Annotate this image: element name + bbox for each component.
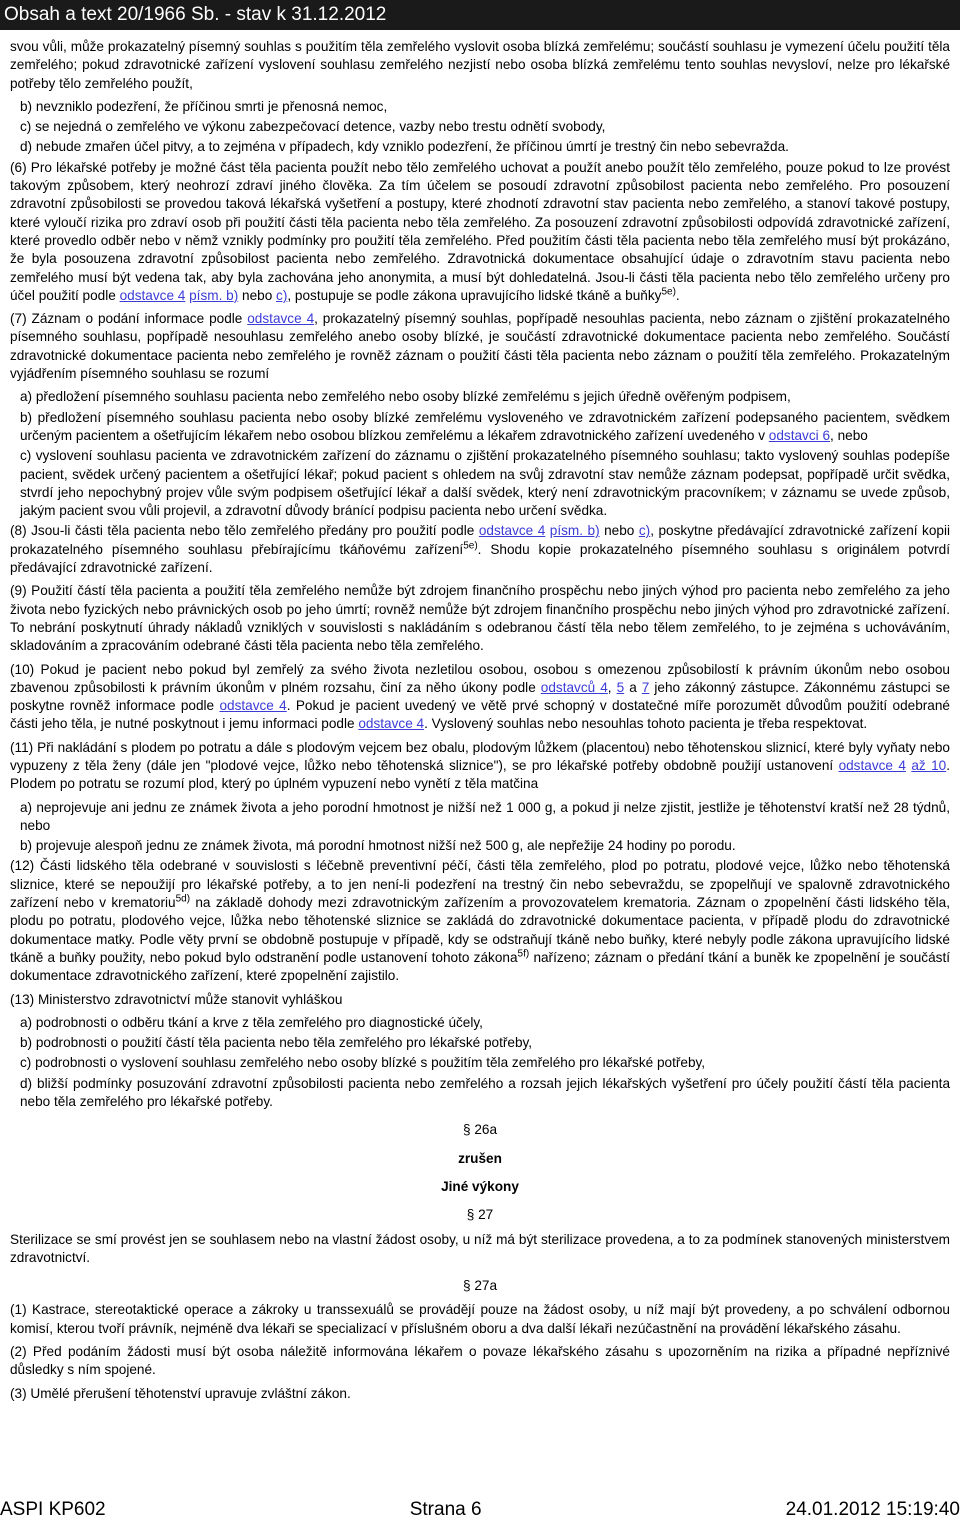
paragraph: (2) Před podáním žádosti musí být osoba náležitě informována lékařem o povaze lékařského zásahu s upozorněním na rizika a případné nepříznivé důsledky s ním spojené. (10, 1344, 950, 1378)
list-item: b) předložení písemného souhlasu pacienta nebo osoby blízké zemřelému vysloveného ve zdravotnickém zařízení podepsaného pacientem, svědkem určeným pacientem a ošetřujícím lékařem nebo osobou blízkou zemřelému a lékařem zdravotnického zařízení uvedeného v odstavci 6, nebo (20, 409, 950, 443)
link-7[interactable]: 7 (641, 679, 650, 695)
section-title: Jiné výkony (441, 1178, 519, 1194)
header-bar (0, 0, 960, 30)
footer-page-number: Strana 6 (409, 1499, 482, 1520)
section-status: zrušen (458, 1150, 502, 1166)
section-heading: § 26a (462, 1122, 498, 1138)
footnote-ref: 5e) (463, 540, 478, 552)
paragraph: (3) Umělé přerušení těhotenství upravuje zvláštní zákon. (10, 1385, 351, 1401)
paragraph: Sterilizace se smí provést jen se souhlasem nebo na vlastní žádost osoby, u níž má být sterilizace provedena, a to za podmínek stanovených ministerstvem zdravotnictví. (10, 1231, 950, 1265)
list-item: b) nevzniklo podezření, že příčinou smrti je přenosná nemoc, (20, 98, 388, 114)
link-odstavcu-4[interactable]: odstavců 4 (540, 679, 608, 695)
link-c[interactable]: c) (276, 287, 288, 303)
paragraph-10: (10) Pokud je pacient nebo pokud byl zemřelý za svého života nezletilou osobou, osobou s omezenou způsobilostí k právním úkonům nebo osobou zbavenou způsobilosti k právním úkonům v plném rozsahu, činí za něho úkony podle odstavců 4, 5 a 7 jeho zákonný zástupce. Zákonnému zástupci se poskytne rovněž informace podle odstavce 4. Pokud je pacient uvedený ve větě prvé schopný v dostatečné míře porozumět důvodům použití odebrané části jeho těla, je nutné poskytnout i jemu informaci podle odstavce 4. Vyslovený souhlas nebo nesouhlas tohoto pacienta je třeba respektovat. (10, 661, 951, 732)
link-odstavce-4[interactable]: odstavce 4 (219, 698, 287, 714)
link-c[interactable]: c) (638, 523, 651, 539)
link-odstavci-6[interactable]: odstavci 6 (768, 427, 831, 443)
section-heading: § 27 (466, 1207, 494, 1223)
link-5[interactable]: 5 (616, 679, 625, 695)
paragraph-11: (11) Při nakládání s plodem po potratu a dále s plodovým vejcem bez obalu, plodovým lůžkem (placentou) nebo těhotenskou sliznicí, které byly vyňaty nebo vypuzeny z těla ženy (dále jen "plodové vejce, lůžko nebo těhotenská sliznice"), se pro lékařské potřeby obdobně použijí ustanovení odstavce 4 až 10. Plodem po potratu se rozumí plod, který po úplném vypuzení nebo vynětí z těla matčina (10, 739, 950, 792)
paragraph-12: (12) Části lidského těla odebrané v souvislosti s léčebně preventivní péčí, části těla zemřelého, plod po potratu, plodové vejce, lůžko nebo těhotenská sliznice, které se nepoužijí pro lékařské potřeby, a to jen není-li podezření na trestný čin nebo sebevraždu, se zpopelňují ve spalovně zdravotnického zařízení nebo v krematoriu$^{5d)}$ na základě dohody mezi zdravotnickým zařízením a provozovatelem krematoria. Záznam o zpopelnění části lidského těla, plodu po potratu, plodového vejce, lůžka nebo těhotenské sliznice se zakládá do zdravotnické dokumentace pacienta, v případě plodu do zdravotnické dokumentace matky. Podle věty první se obdobně postupuje v případě, kdy se odstraňují tkáně nebo buňky, které nebyly podle zákona upravujícího lidské tkáně a buňky použity, nebo pokud bylo odstranění podle ustanovení tohoto zákona$^{5f)}$ nařízeno; záznam o předání tkání a buněk ke zpopelnění je součástí dokumentace zdravotnického zařízení, které zpopelnění zajistilo. (10, 858, 951, 984)
list-item: a) neprojevuje ani jednu ze známek života a jeho porodní hmotnost je nižší než 1 000 g, a pokud ji nelze zjistit, jestliže je těhotenství kratší než 28 týdnů, nebo (20, 799, 950, 833)
link-odstavce-4[interactable]: odstavce 4 (478, 523, 546, 539)
footnote-ref: 5f) (517, 948, 530, 960)
paragraph-13: (13) Ministerstvo zdravotnictví může stanovit vyhláškou (10, 991, 343, 1007)
paragraph: svou vůli, může prokazatelný písemný souhlas s použitím těla zemřelého vyslovit osoba blízká zemřelému; součástí souhlasu je vymezení účelu použití těla zemřelého; pokud zdravotnické zařízení vyslovení souhlasu zemřelého nezjistí nebo osoba blízká zemřelému tento souhlas nevysloví, nelze pro lékařské potřeby tělo zemřelého použít, (10, 39, 950, 91)
paragraph-7: (7) Záznam o podání informace podle odstavce 4, prokazatelný písemný souhlas, popřípadě nesouhlas pacienta, nebo záznam o zjištění prokazatelného písemného souhlasu, popřípadě nesouhlasu zemřelého anebo osoby blízké, je součástí zdravotnické dokumentace pacienta nebo zemřelého. Součástí zdravotnické dokumentace pacienta nebo zemřelého je rovněž záznam o použití části těla pacienta nebo záznam o použití těla zemřelého. Prokazatelným vyjádřením písemného souhlasu se rozumí (10, 311, 950, 382)
paragraph-8: (8) Jsou-li části těla pacienta nebo tělo zemřelého předány pro použití podle odstavce 4 písm. b) nebo c), poskytne předávající zdravotnické zařízení kopii prokazatelného písemného souhlasu přebírajícímu tkáňovému zařízení$^{5e)}$. Shodu kopie prokazatelného písemného souhlasu s originálem potvrdí předávající zdravotnické zařízení. (10, 523, 950, 576)
section-heading: § 27a (462, 1278, 498, 1294)
document-title: Obsah a text 20/1966 Sb. - stav k 31.12.2012 (4, 4, 387, 25)
footer-left: ASPI KP602 (0, 1499, 106, 1520)
paragraph-9: (9) Použití částí těla pacienta a použití těla zemřelého nemůže být zdrojem finančního prospěchu nebo jiných výhod pro pacienta nebo zemřelého za jeho života nebo fyzických nebo právnických osob po jeho úmrtí; rovněž nemůže být zdrojem finančního prospěchu nebo jiných výhod pro zdravotnické zařízení. To nebrání poskytnutí úhrady nákladů vzniklých v souvislosti s nakládáním s odebranou částí těla nebo tělem zemřelého, to je zejména s uchováváním, skladováním a zpracováním odebrané části těla pacienta nebo těla zemřelého. (10, 583, 950, 654)
footnote-ref: 5d) (175, 893, 191, 905)
link-pism-b[interactable]: písm. b) (189, 287, 239, 303)
list-item: d) nebude zmařen účel pitvy, a to zejména v případech, kdy vzniklo podezření, že příčinou úmrtí je trestný čin nebo sebevražda. (20, 139, 789, 155)
link-odstavce-4[interactable]: odstavce 4 (119, 287, 186, 303)
document-body (0, 30, 960, 1403)
footnote-ref: 5e) (661, 286, 676, 298)
list-item: d) bližší podmínky posuzování zdravotní způsobilosti pacienta nebo zemřelého a rozsah jejich lékařských vyšetření pro účely použití částí těla pacienta nebo těla zemřelého pro lékařské potřeby. (20, 1075, 950, 1110)
list-item: a) předložení písemného souhlasu pacienta nebo zemřelého nebo osoby blízké zemřelému s jejich úředně ověřeným podpisem, (20, 389, 791, 405)
list-item: b) projevuje alespoň jednu ze známek života, má porodní hmotnost nižší než 500 g, ale nepřežije 24 hodiny po porodu. (20, 838, 736, 854)
link-az-10[interactable]: až 10 (911, 757, 947, 773)
paragraph: (1) Kastrace, stereotaktické operace a zákroky u transsexuálů se provádějí pouze na žádost osoby, u níž mají být provedeny, a po schválení odbornou komisí, kterou tvoří právník, nejméně dva lékaři se specializací v příslušném oboru a dva další lékaři nezúčastnění na provádění lékařského zásahu. (10, 1302, 950, 1336)
list-item: c) vyslovení souhlasu pacienta ve zdravotnickém zařízení do záznamu o zjištění prokazatelného písemného souhlasu; takto vyslovený souhlas podepíše pacient, svědek určený pacientem a ošetřující lékař; pokud pacient s ohledem na svůj zdravotní stav nemůže záznam podepsat, popřípadě určit svědka, stvrdí jeho nepochybný projev vůle svým podpisem ošetřující lékař a další svědek, který není zdravotnickým pracovníkem; v záznamu se uvede způsob, jakým pacient svou vůli projevil, a zdravotní důvody bránící podpisu pacienta nebo určení svědka. (20, 448, 950, 519)
link-odstavce-4[interactable]: odstavce 4 (358, 716, 425, 732)
list-item: c) se nejedná o zemřelého ve výkonu zabezpečovací detence, vazby nebo trestu odnětí svobody, (20, 119, 606, 135)
link-pism-b[interactable]: písm. b) (549, 523, 600, 539)
paragraph-6: (6) Pro lékařské potřeby je možné část těla pacienta použít nebo tělo zemřelého uchovat a použít anebo použít tělo zemřelého, pouze pokud to lze provést takovým způsobem, který neohrozí zdraví jiného člověka. Za tím účelem se posoudí zdravotní způsobilost pacienta nebo zemřelého. Pro posouzení zdravotní způsobilosti se provedou taková lékařská vyšetření a postupy, které zhodnotí zdravotní stav pacienta nebo zemřelého, a stanoví takové postupy, které vyloučí rizika pro zdraví osob při použití části těla pacienta nebo těla zemřelého. Za posouzení zdravotní způsobilosti odpovídá zdravotnické zařízení, které provedlo odběr nebo v němž vznikly podmínky pro použití těla zemřelého. Před použitím části těla pacienta nebo těla zemřelého musí být prokázáno, že byla posouzena zdravotní způsobilost pacienta nebo zemřelého. Zdravotnická dokumentace obsahující údaje o zdravotním stavu pacienta nebo zemřelého musí být vedena tak, aby byla zachována jeho anonymita, a musí být dohledatelná. Jsou-li části těla pacienta nebo tělo zemřelého určeny pro účel použití podle odstavce 4 písm. b) nebo c), postupuje se podle zákona upravujícího lidské tkáně a buňky$^{5e)}$. (10, 159, 950, 303)
list-item: b) podrobnosti o použití částí těla pacienta nebo těla zemřelého pro lékařské potřeby, (20, 1035, 533, 1051)
link-odstavce-4[interactable]: odstavce 4 (247, 311, 315, 327)
footer-timestamp: 24.01.2012 15:19:40 (785, 1499, 960, 1520)
list-item: a) podrobnosti o odběru tkání a krve z těla zemřelého pro diagnostické účely, (20, 1014, 483, 1030)
link-odstavce-4[interactable]: odstavce 4 (838, 757, 906, 773)
list-item: c) podrobnosti o vyslovení souhlasu zemřelého nebo osoby blízké s použitím těla zemřelého pro lékařské potřeby, (20, 1055, 706, 1071)
page-footer (0, 1499, 960, 1521)
